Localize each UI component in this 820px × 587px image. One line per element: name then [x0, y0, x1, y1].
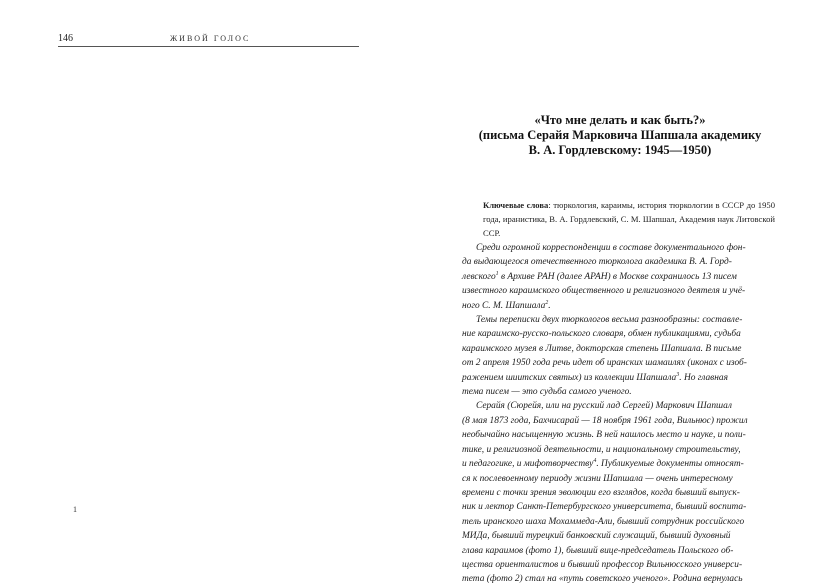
body-line [462, 457, 776, 471]
body-line-text: . Но главная [679, 372, 728, 383]
footnote-ref: 3 [676, 371, 680, 378]
body-line [462, 284, 776, 298]
body-line [462, 270, 776, 284]
body-line-text: известного караимского общественного и религиозного деятеля и учё- [462, 286, 746, 297]
body-line-text: и педагогике, и мифотворчеству [462, 459, 594, 470]
body-line-text: глава караимов (фото 1), бывший вице-председатель Польского об- [462, 545, 734, 556]
body-line-text: да выдающегося отечественного тюрколога академика В. А. Горд- [462, 257, 732, 268]
footnote-ref: 2 [545, 299, 549, 306]
page-number: 146 [58, 33, 73, 44]
body-line [462, 399, 776, 413]
body-line-text: от 2 апреля 1950 года речь идет об иранских шамаилях (иконах с изоб- [462, 358, 747, 369]
body-line-text: щества ориенталистов и бывший профессор Вильнюсского универси- [462, 559, 743, 570]
body-line [462, 529, 776, 543]
footnote-ref: 1 [495, 270, 499, 277]
body-line [462, 486, 776, 500]
body-text [462, 241, 776, 587]
body-line [462, 327, 776, 341]
body-line [462, 500, 776, 514]
running-head [58, 34, 359, 47]
article-title [470, 113, 770, 158]
body-line [462, 299, 776, 313]
body-line [462, 544, 776, 558]
body-line-text: . [548, 300, 551, 311]
body-line-text: Среди огромной корреспонденции в составе документального фон- [476, 243, 746, 253]
body-line-text: тема писем — это судьба самого ученого. [462, 387, 632, 398]
body-line-text: . Публикуемые документы относят- [596, 459, 744, 470]
body-line-text: караимского музея в Литве, докторская степень Шапшала. В письме [462, 343, 742, 354]
body-line-text: ник и лектор Санкт-Петербургского университета, бывший воспита- [462, 502, 747, 513]
body-line-text: ние караимско-русско-польского словаря, обмен публикациями, судьба [462, 329, 741, 340]
body-line [462, 428, 776, 442]
body-line-text: тике, и религиозной деятельности, и национальному строительству, [462, 444, 741, 455]
footnote-ref: 4 [593, 457, 597, 464]
body-line-text: тета (фото 2) стал на «путь советского ученого». Родина вернулась [462, 574, 743, 585]
title-line-2: (письма Серайя Марковича Шапшала академику [478, 128, 762, 142]
body-line [462, 385, 776, 399]
body-line [462, 241, 776, 255]
body-line [462, 572, 776, 586]
margin-mark: 1 [73, 505, 77, 514]
body-line [462, 414, 776, 428]
body-line-text: Серайя (Сюрейя, или на русский лад Сергей) Маркович Шапшал [476, 401, 732, 412]
keywords-text: : тюркология, караимы, история тюркологии в СССР до 1950 года, иранистика, В. А. Гордлевский, С. М. Шапшал, Академия наук Литовской ССР. [483, 200, 775, 239]
journal-name: ЖИВОЙ ГОЛОС [170, 34, 251, 43]
body-line-text: (8 мая 1873 года, Бахчисарай — 18 ноября 1961 года, Вильнюс) прожил [462, 415, 748, 426]
body-line-text: необычайно насыщенную жизнь. В ней нашлось место и науке, и поли- [462, 430, 746, 441]
body-line-text: ся к послевоенному периоду жизни Шапшала — очень интересному [462, 473, 733, 484]
keywords-block [483, 198, 775, 241]
body-line-text: времени с точки зрения эволюции его взглядов, когда бывший выпуск- [462, 487, 740, 498]
body-line-text: ражением шиитских святых) из коллекции Шапшала [462, 372, 677, 383]
body-line [462, 443, 776, 457]
right-page [410, 0, 820, 585]
body-line [462, 342, 776, 356]
body-line-text: Темы переписки двух тюркологов весьма разнообразны: составле- [476, 315, 743, 326]
body-line-text: в Архиве РАН (далее АРАН) в Москве сохранилось 13 писем [498, 271, 737, 282]
body-line [462, 515, 776, 529]
title-line-1: «Что мне делать и как быть?» [534, 113, 706, 127]
body-line [462, 313, 776, 327]
body-line-text: ного С. М. Шапшала [462, 300, 546, 311]
body-line [462, 472, 776, 486]
left-page [0, 0, 410, 579]
title-line-3: В. А. Гордлевскому: 1945—1950) [528, 143, 712, 157]
body-line [462, 255, 776, 269]
keywords-label: Ключевые слова [483, 200, 549, 210]
body-line [462, 356, 776, 370]
body-line [462, 558, 776, 572]
body-line-text: левского [462, 271, 496, 282]
body-line-text: тель иранского шаха Мохаммеда-Али, бывший сотрудник российского [462, 516, 745, 527]
body-line [462, 371, 776, 385]
body-line-text: МИДа, бывший турецкий банковский служащий, бывший духовный [462, 531, 731, 542]
